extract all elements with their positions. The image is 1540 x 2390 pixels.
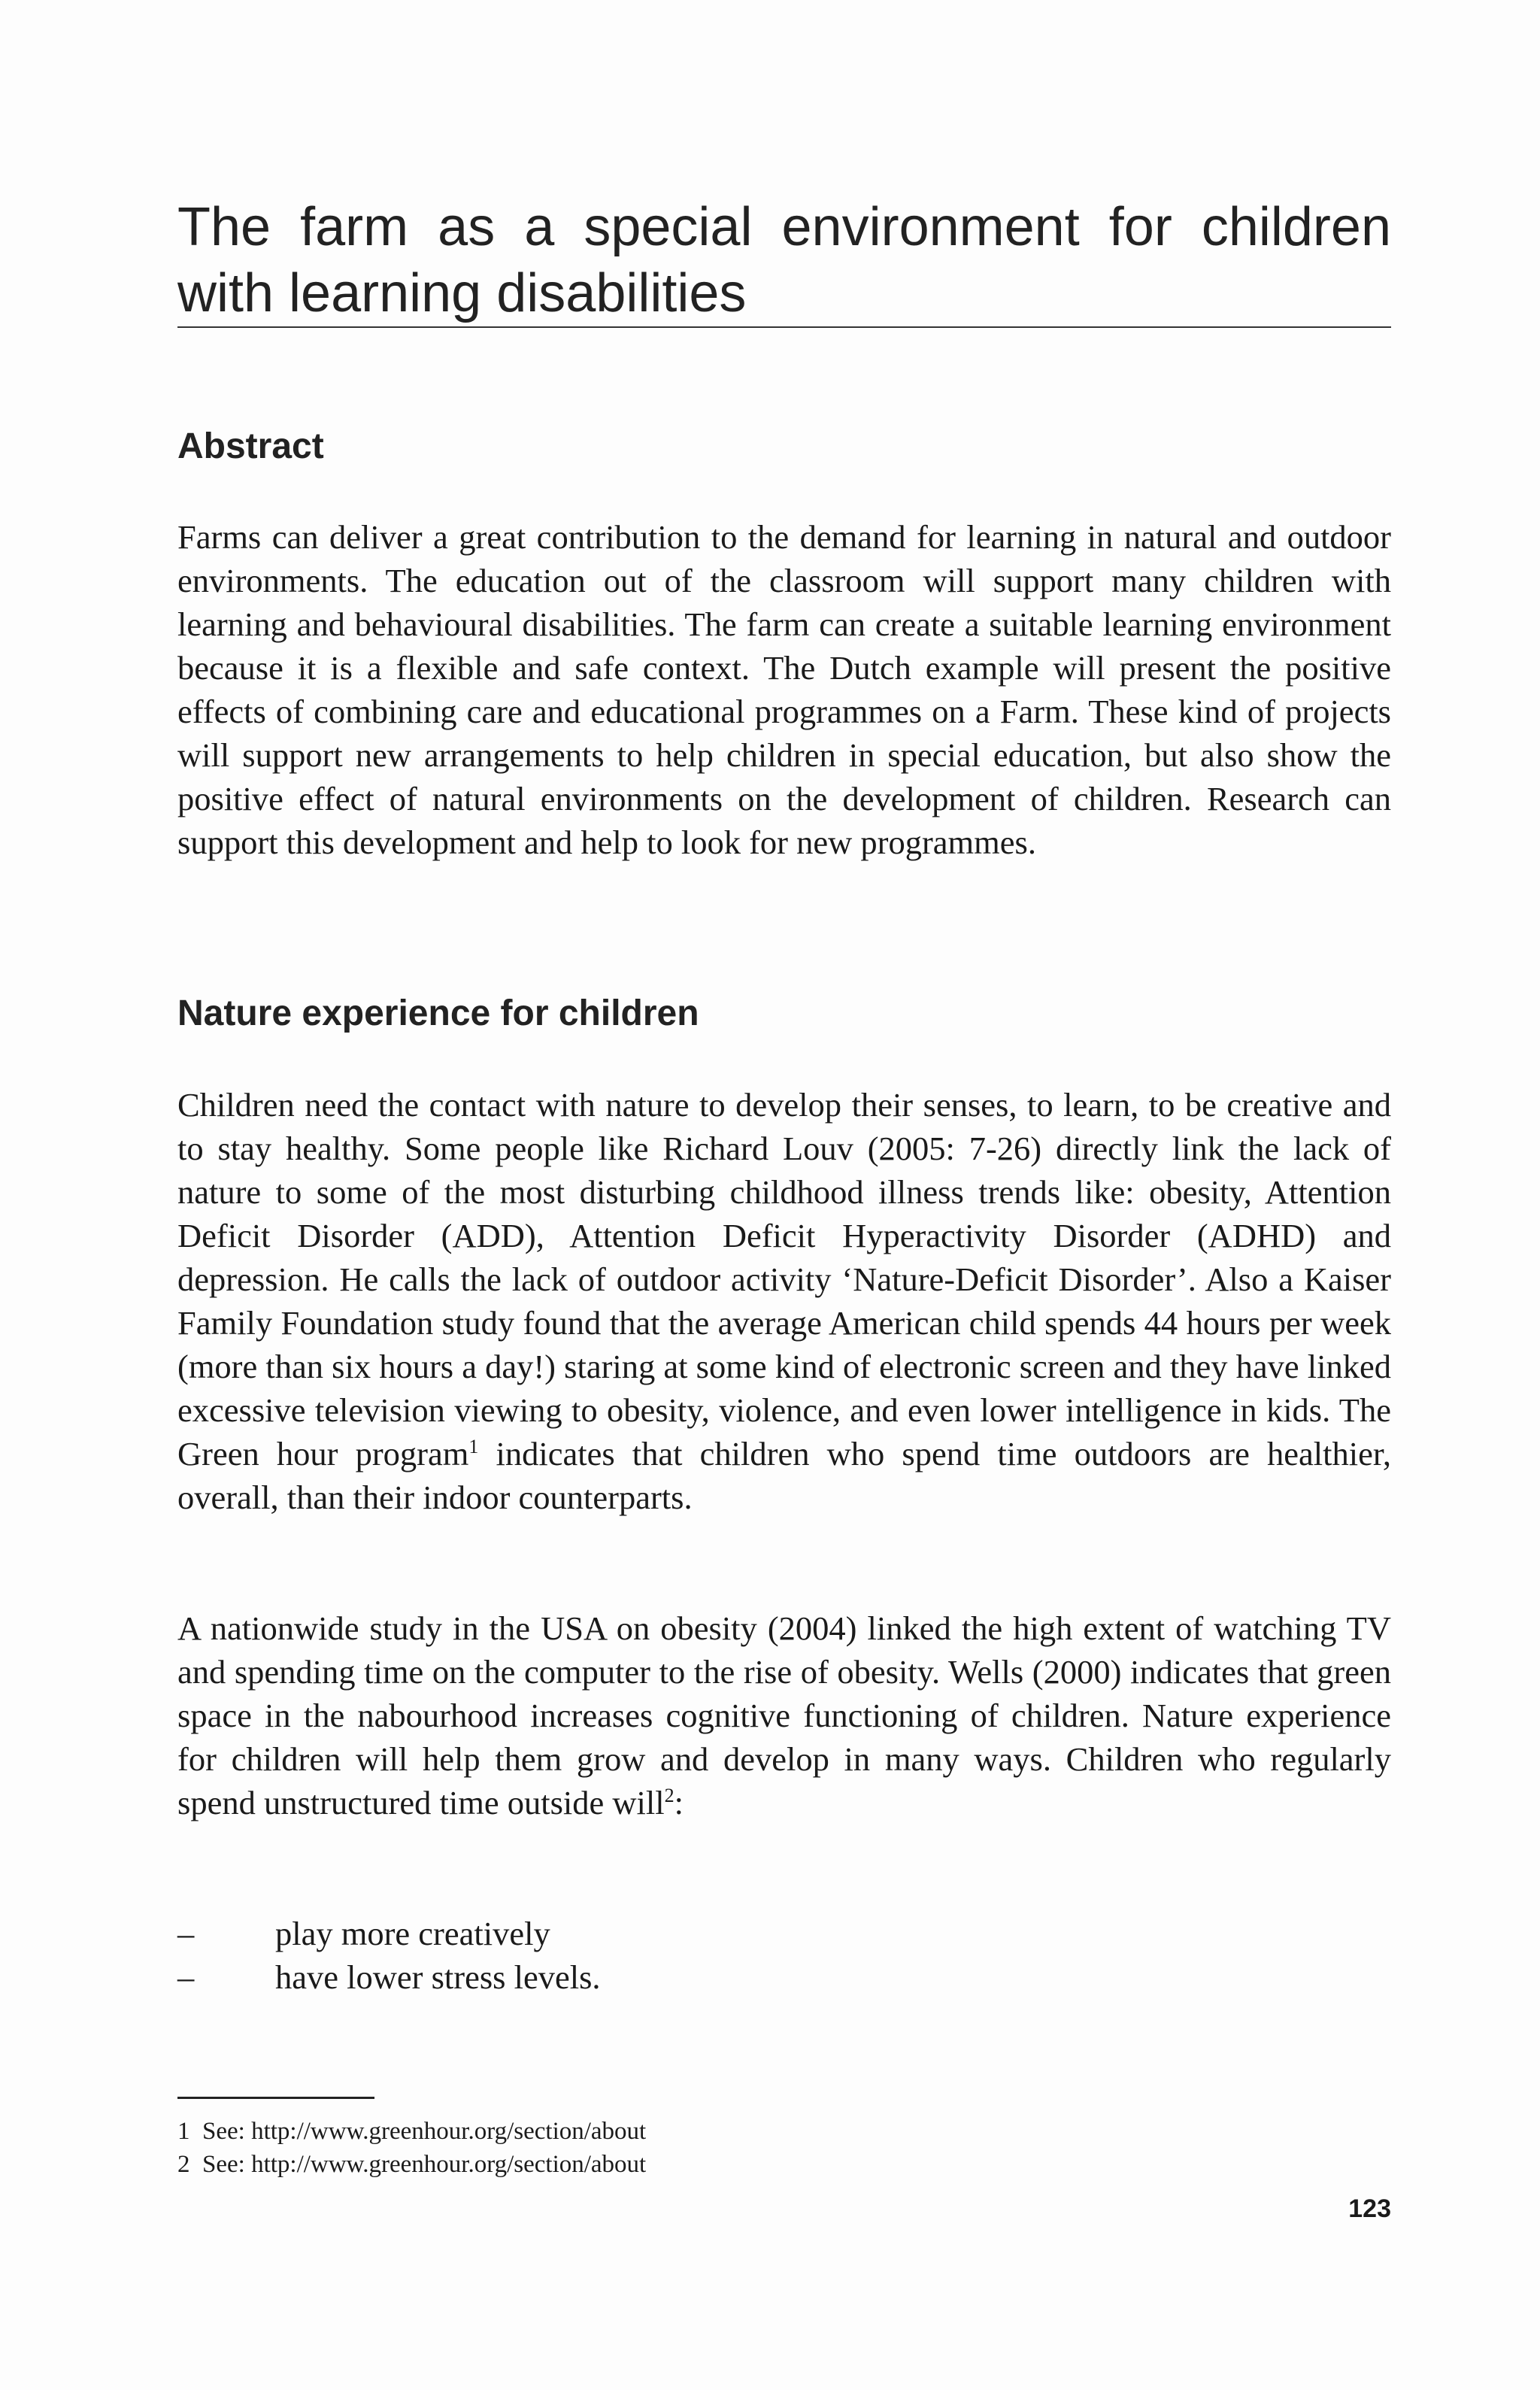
- paragraph-text: :: [674, 1784, 684, 1821]
- chapter-title: The farm as a special environment for children with learning disabilities: [177, 197, 1391, 323]
- list-item-text: have lower stress levels.: [275, 1958, 601, 1996]
- body-paragraph-2: [177, 1606, 1391, 1824]
- paragraph-text: Children need the contact with nature to develop their senses, to learn, to be creative and to stay healthy. Some people like Richard Louv (2005: 7-26) directly link the lack of nature to some of the most disturbing childhood illness trends like: obesity, Attention Deficit Disorder (ADD), Attention Deficit Hyperactivity Disorder (ADHD) and depression. He calls the lack of outdoor activity ‘Nature-Deficit Disorder’. Also a Kaiser Family Foundation study found that the average American child spends 44 hours per week (more than six hours a day!) staring at some kind of electronic screen and they have linked excessive television viewing to obesity, violence, and even lower intelligence in kids. The Green hour program: [177, 1086, 1391, 1473]
- footnotes: [177, 2115, 646, 2181]
- title-underline: [177, 326, 1391, 328]
- body-paragraph-1: [177, 1083, 1391, 1519]
- dash-bullet: –: [177, 1915, 195, 1952]
- list-item: [177, 1955, 601, 1999]
- abstract-paragraph: Farms can deliver a great contribution to the demand for learning in natural and outdoor environments. The education out of the classroom will support many children with learning and behavioural disabilities. The farm can create a suitable learning environment because it is a flexible and safe context. The Dutch example will present the positive effects of combining care and educational programmes on a Farm. These kind of projects will support new arrangements to help children in special education, but also show the positive effect of natural environments on the development of children. Research can support this development and help to look for new programmes.: [177, 518, 1391, 861]
- list-item-text: play more creatively: [275, 1915, 550, 1952]
- dash-bullet: –: [177, 1958, 195, 1996]
- list-item: [177, 1912, 601, 1955]
- footnote-ref-2[interactable]: 2: [664, 1785, 675, 1807]
- footnote-2: 2 See: http://www.greenhour.org/section/about: [177, 2151, 647, 2178]
- page-number: 123: [1348, 2194, 1391, 2223]
- paragraph-text: A nationwide study in the USA on obesity (2004) linked the high extent of watching TV and spending time on the computer to the rise of obesity. Wells (2000) indicates that green space in the nabourhood increases cognitive functioning of children. Nature experience for children will help them grow and develop in many ways. Children who regularly spend unstructured time outside will: [177, 1609, 1391, 1821]
- nature-experience-heading: Nature experience for children: [177, 993, 699, 1033]
- footnote-separator: [177, 2097, 374, 2099]
- footnote-1: 1 See: http://www.greenhour.org/section/about: [177, 2118, 647, 2145]
- abstract-heading: Abstract: [177, 426, 324, 466]
- paragraph-text: indicates that children who spend time outdoors are healthier, overall, than their indoor counterparts.: [177, 1435, 1391, 1516]
- bullet-list: [177, 1912, 601, 1999]
- footnote-ref-1[interactable]: 1: [468, 1436, 479, 1458]
